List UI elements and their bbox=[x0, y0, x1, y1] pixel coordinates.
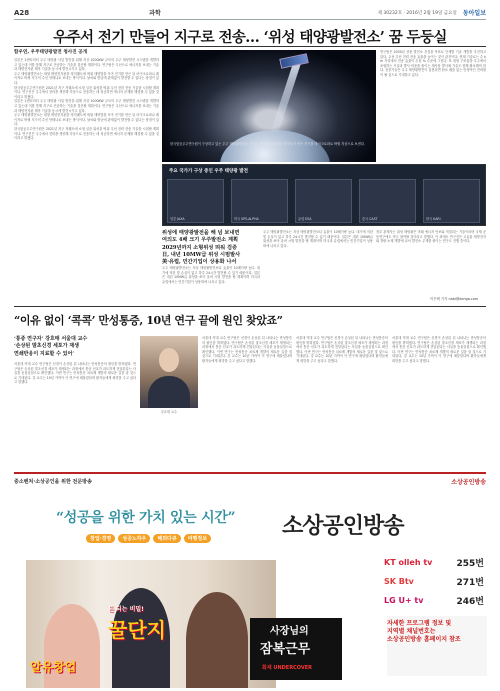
ad-tagline: 중소벤처·소상공인을 위한 전문방송 bbox=[14, 478, 92, 485]
channel-logo: KT olleh tv bbox=[384, 558, 433, 567]
channel-logo: LG U+ tv bbox=[384, 596, 424, 605]
section-name: 과학 bbox=[149, 10, 161, 17]
mid-body-2: 우주 태양광발전소는 지상 태양광발전보다 효율이 10배가량 높다. 대기에 의한 빛 손실이 없고 하루 24시간 발전할 수 있기 때문이다. 일본은 내년 10MW급 위성을 쏘아 올려 시범 발전을 할 계획이며 미국과 유럽에서는 민간기업이 상용화에 나서고 있다. bbox=[263, 230, 373, 248]
channel-number: 255번 bbox=[456, 559, 484, 569]
paragraph: 일본은 1센티미터 우주 태양광 사업 발전을 위해 지상 1000KW 규모의 우주 태양발전 시스템을 개발하고 있는데 이를 통해 지구로 전송하는 기술을 검증할 계획이다. 연구팀은 무선으로 에너지를 보내는 기술과 태양전지판 제작 기술을 동시에 발전시키고 있다. bbox=[14, 58, 159, 72]
ad-tag: 여행정보 bbox=[184, 534, 211, 543]
info-line: 자세한 프로그램 정보 및 bbox=[387, 620, 452, 627]
ad-tag: 성공노하우 bbox=[118, 534, 150, 543]
show-title-2-top: 돈 되는 비밀! bbox=[108, 606, 144, 613]
ad-info-box bbox=[387, 616, 487, 676]
channel-logo: SK Btv bbox=[384, 577, 414, 586]
main-headline: 우주서 전기 만들어 지구로 전송… ‘위성 태양광발전소’ 꿈 두둥실 bbox=[53, 29, 447, 46]
right-body: 정부 관계자는 위성 태양광은 미래 에너지 안보와 직결되는 기술이라며 국제 공동연구에도 적극 참여할 것이라고 말했다. 이 외에도 연구진은 고효율 태양전지와 경량 소재 개발에 나서 발전소 무게를 줄이는 연구도 진행 중이다. bbox=[376, 230, 486, 244]
show-title-3-top: 사장님의 bbox=[270, 626, 309, 637]
channel-row bbox=[384, 556, 484, 569]
reporter-email: 이은택 기자 nabi@donga.com bbox=[430, 297, 479, 301]
show-title-2: 꿀단지 bbox=[108, 618, 166, 642]
second-headline: “이유 없이 ‘콕콕’ 만성통증, 10년 연구 끝에 원인 찾았죠” bbox=[14, 314, 283, 327]
subheadline: 여의도 4배 크기 우주발전소 계획 bbox=[162, 237, 238, 244]
second-body-col1: 서울대 약대 교수 연구팀은 신경이 손상된 뒤 나타나는 만성통증의 원인을 밝혀냈다. 연구팀은 손상된 말초신경 세포가 재생되는 과정에서 통증 신호가 과도하게 전달된다는 사실을 동물실험으로 확인했다. 이번 연구는 만성통증 치료제 개발의 새로운 길을 열 것으로 기대된다. 강 교수는 10년 가까이 이 연구에 매달렸다며 환자들에게 희망을 주고 싶다고 말했다. bbox=[14, 362, 136, 385]
show-title-1: 알유창업 bbox=[30, 660, 77, 674]
power-beam bbox=[271, 62, 302, 132]
article-right-column: 연구팀은 2030년 상용 발전소 건설을 목표로 단계별 기술 개발을 추진하고 있다. 우선 무선 전력 전송 효율을 높이는 것이 관건이다. 현재 기술로는 수 km 거리에서 전송 효율이 수십 % 수준에 그친다. 또 대형 구조물을 우주에서 조립하는 기술과 발사 비용을 줄이는 재사용 발사체 기술도 함께 확보해야 한다. 전문가들은 우주 태양광발전이 실현되면 탄소 배출 없는 안정적인 전력원이 될 것으로 기대하고 있다. bbox=[380, 50, 486, 77]
country-panel: 유럽 ESA bbox=[295, 179, 352, 223]
channel-number: 271번 bbox=[456, 578, 484, 588]
space-solar-illustration bbox=[162, 50, 376, 162]
subheadline: 연쇄반응이 지료할 수 있어’ bbox=[14, 350, 75, 357]
paragraph: 한국항공우주연구원은 2021년 지구 저궤도에 소형 실증 위성을 띄워 무선 전력 전송 기술을 시험할 계획이다. 연구진은 우주에서 전력을 생산해 지상으로 전송하는 데 성공하면 에너지 문제를 해결할 수 있을 것이라고 밝혔다. bbox=[14, 126, 159, 141]
panels-strip bbox=[162, 164, 486, 226]
show-title-3-sub: 화제 UNDERCOVER bbox=[262, 665, 312, 671]
face bbox=[159, 348, 179, 372]
page-header bbox=[14, 6, 486, 20]
issue-date: 제 30232호 · 2016년 2월 19일 금요일 bbox=[377, 10, 457, 16]
photo-caption: 강호태 교수 bbox=[160, 410, 178, 414]
channel-row bbox=[384, 594, 484, 607]
second-subheads bbox=[14, 336, 134, 358]
subheadline: 위성에 태양광발전을 해 넘 보내면 bbox=[162, 230, 240, 236]
subheadline: ‘손상된 말초신경 세포가 재생 bbox=[14, 343, 79, 350]
ad-tag: 창업·경영 bbox=[86, 534, 115, 543]
paragraph: 우주 태양광발전소는 대형 태양전지판을 정지궤도에 띄워 태양빛을 모아 전기를 만든 뒤 마이크로파나 레이저로 바꿔 지구의 수신 안테나로 보내는 방식이다. 날씨와 밤낮에 관계없이 발전할 수 있다는 장점이 있다. bbox=[14, 113, 159, 127]
channel-list bbox=[384, 556, 484, 607]
ad-quote: “성공을 위한 가치 있는 시간” bbox=[56, 510, 236, 526]
subheadline: 日, 내년 10MW급 위성 시범발사 bbox=[162, 251, 241, 258]
ad-brand-small: 소상공인방송 bbox=[451, 478, 486, 486]
country-panel: 한국 KARI bbox=[423, 179, 480, 223]
presenter-1 bbox=[44, 604, 100, 688]
show-title-3: 잠복근무 bbox=[260, 642, 311, 657]
ad-tag: 해외다큐 bbox=[153, 534, 180, 543]
suit bbox=[148, 376, 190, 408]
newspaper-logo: 동아일보 bbox=[462, 10, 486, 17]
channel-row bbox=[384, 575, 484, 588]
subheadline: 2029년까지 소형위성 띄워 검증 bbox=[162, 244, 237, 251]
second-body-col4: 서울대 약대 교수 연구팀은 신경이 손상된 뒤 나타나는 만성통증의 원인을 밝혀냈다. 연구팀은 손상된 말초신경 세포가 재생되는 과정에서 통증 신호가 과도하게 전달된다는 사실을 동물실험으로 확인했다. 이번 연구는 만성통증 치료제 개발의 새로운 길을 열 것으로 기대된다. 강 교수는 10년 가까이 이 연구에 매달렸다며 환자들에게 희망을 주고 싶다고 말했다. bbox=[392, 336, 486, 363]
panels-title: 주요 국가가 구상 중인 우주 태양광 발전 bbox=[169, 169, 248, 174]
country-panel: 중국 CAST bbox=[359, 179, 416, 223]
subheadline: 美·유럽, 민간기업이 상용화 나서 bbox=[162, 259, 237, 266]
ad-top-bar bbox=[14, 472, 486, 488]
country-panel: 미국 SPS-ALPHA bbox=[231, 179, 288, 223]
paragraph: 우주 태양광발전소는 대형 태양전지판을 정지궤도에 띄워 태양빛을 모아 전기를 만든 뒤 마이크로파나 레이저로 바꿔 지구의 수신 안테나로 보내는 방식이다. 날씨와 밤낮에 관계없이 발전할 수 있다는 장점이 있다. bbox=[14, 71, 159, 85]
second-body-col3: 서울대 약대 교수 연구팀은 신경이 손상된 뒤 나타나는 만성통증의 원인을 밝혀냈다. 연구팀은 손상된 말초신경 세포가 재생되는 과정에서 통증 신호가 과도하게 전달된다는 사실을 동물실험으로 확인했다. 이번 연구는 만성통증 치료제 개발의 새로운 길을 열 것으로 기대된다. 강 교수는 10년 가까이 이 연구에 매달렸다며 환자들에게 희망을 주고 싶다고 말했다. bbox=[296, 336, 388, 363]
divider bbox=[14, 46, 486, 47]
second-body-col2: 서울대 약대 교수 연구팀은 신경이 손상된 뒤 나타나는 만성통증의 원인을 밝혀냈다. 연구팀은 손상된 말초신경 세포가 재생되는 과정에서 통증 신호가 과도하게 전달된다는 사실을 동물실험으로 확인했다. 이번 연구는 만성통증 치료제 개발의 새로운 길을 열 것으로 기대된다. 강 교수는 10년 가까이 이 연구에 매달렸다며 환자들에게 희망을 주고 싶다고 말했다. bbox=[202, 336, 292, 363]
divider bbox=[14, 306, 486, 307]
info-line: 소상공인방송 홈페이지 참조 bbox=[387, 636, 461, 643]
byline: 함우연, 우주태양광발전 청사진 공개 bbox=[14, 50, 88, 55]
info-line: 지역별 채널번호는 bbox=[387, 628, 436, 635]
country-panel: 일본 JAXA bbox=[167, 179, 224, 223]
professor-photo bbox=[140, 336, 198, 408]
presenter-3 bbox=[186, 592, 248, 688]
mid-body: 우주 태양광발전소는 지상 태양광발전보다 효율이 10배가량 높다. 대기에 의한 빛 손실이 없고 하루 24시간 발전할 수 있기 때문이다. 일본은 내년 10MW급 위성을 쏘아 올려 시범 발전을 할 계획이며 미국과 유럽에서는 민간기업이 상용화에 나서고 있다. bbox=[162, 266, 260, 284]
ad-brand: 소상공인방송 bbox=[282, 513, 404, 539]
image-caption: 한국항공우주연구원이 구상하고 있는 우주 태양광발전소 상상도. 정지궤도에 띄운 발전소가 만든 전기를 마이크로파로 바꿔 지상으로 보낸다. bbox=[170, 142, 365, 146]
channel-number: 246번 bbox=[456, 597, 484, 607]
ad-tags bbox=[86, 534, 211, 543]
article-left-column bbox=[14, 50, 159, 300]
page-number: A28 bbox=[14, 8, 30, 17]
subheadline: ‘통증 연구자’ 강호태 서울대 교수 bbox=[14, 336, 88, 342]
paragraph: 한국항공우주연구원은 2021년 지구 저궤도에 소형 실증 위성을 띄워 무선 전력 전송 기술을 시험할 계획이다. 연구진은 우주에서 전력을 생산해 지상으로 전송하는 데 성공하면 에너지 문제를 해결할 수 있을 것이라고 밝혔다. bbox=[14, 85, 159, 99]
paragraph: 일본은 1센티미터 우주 태양광 사업 발전을 위해 지상 1000KW 규모의 우주 태양발전 시스템을 개발하고 있는데 이를 통해 지구로 전송하는 기술을 검증할 계획이다. 연구팀은 무선으로 에너지를 보내는 기술과 태양전지판 제작 기술을 동시에 발전시키고 있다. bbox=[14, 99, 159, 113]
